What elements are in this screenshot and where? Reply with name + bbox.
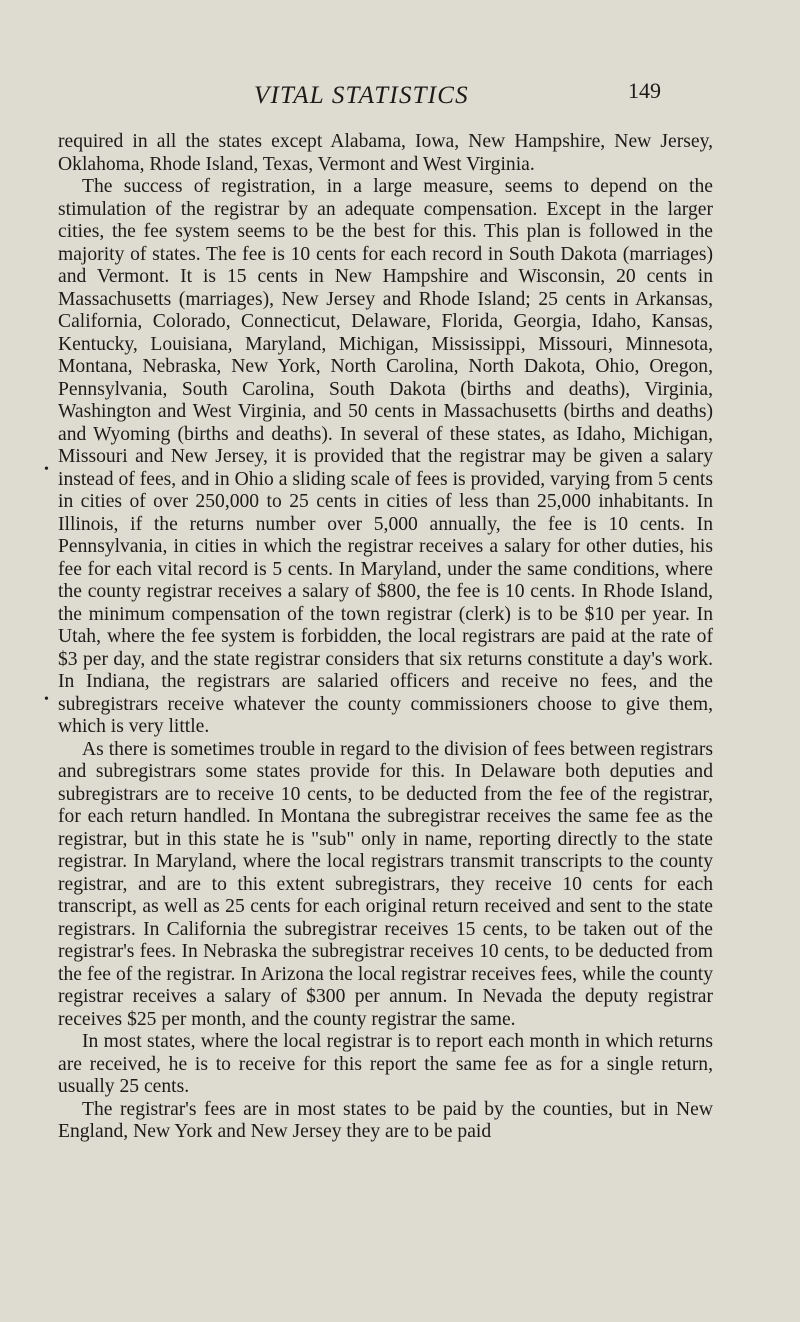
margin-dot-mark: •: [44, 462, 49, 477]
margin-dot-mark: •: [44, 692, 49, 707]
paragraph-monthly-report: In most states, where the local registrar is to report each month in which returns are received, he is to receive for this report the same fee as for a single return, usually 25 cents.: [58, 1031, 713, 1097]
paragraph-payment-source: The registrar's fees are in most states to be paid by the counties, but in New England, New York and New Jersey they are to be paid: [58, 1098, 713, 1142]
running-head-title: VITAL STATISTICS: [254, 82, 469, 109]
paragraph-continuation: required in all the states except Alabama, Iowa, New Hampshire, New Jersey, Oklahoma, Rhode Island, Texas, Vermont and West Virginia.: [58, 131, 713, 175]
paragraph-subregistrars: As there is sometimes trouble in regard to the division of fees between registrars and subregistrars some states provide for this. In Delaware both deputies and subregistrars are to receive 10 cents, to be deducted from the fee of the registrar, for each return handled. In Montana the subregistrar receives the same fee as the registrar, but in this state he is "sub" only in name, reporting directly to the state registrar. In Maryland, where the local registrars transmit transcripts to the county registrar, and are to this extent subregistrars, they receive 10 cents for each transcript, as well as 25 cents for each original return received and sent to the state registrars. In California the subregistrar receives 15 cents, to be taken out of the registrar's fees. In Nebraska the subregistrar receives 10 cents, to be deducted from the fee of the registrar. In Arizona the local registrar receives fees, while the county registrar receives a salary of $300 per annum. In Nevada the deputy registrar receives $25 per month, and the county registrar the same.: [58, 738, 713, 1030]
body-text: [58, 131, 713, 1144]
paragraph-fee-system: The success of registration, in a large measure, seems to depend on the stimulation of the registrar by an adequate compensation. Except in the larger cities, the fee system seems to be the best for this. This plan is followed in the majority of states. The fee is 10 cents for each record in South Dakota (marriages) and Vermont. It is 15 cents in New Hampshire and Wisconsin, 20 cents in Massachusetts (marriages), New Jersey and Rhode Island; 25 cents in Arkansas, California, Colorado, Connecticut, Delaware, Florida, Georgia, Idaho, Kansas, Kentucky, Louisiana, Maryland, Michigan, Mississippi, Missouri, Minnesota, Montana, Nebraska, New York, North Carolina, North Dakota, Ohio, Oregon, Pennsylvania, South Carolina, South Dakota (births and deaths), Virginia, Washington and West Virginia, and 50 cents in Massachusetts (births and deaths) and Wyoming (births and deaths). In several of these states, as Idaho, Michigan, Missouri and New Jersey, it is provided that the registrar may be given a salary instead of fees, and in Ohio a sliding scale of fees is provided, varying from 5 cents in cities of over 250,000 to 25 cents in cities of less than 25,000 inhabitants. In Illinois, if the returns number over 5,000 annually, the fee is 10 cents. In Pennsylvania, in cities in which the registrar receives a salary for other duties, his fee for each vital record is 5 cents. In Maryland, under the same conditions, where the county registrar receives a salary of $800, the fee is 10 cents. In Rhode Island, the minimum compensation of the town registrar (clerk) is to be $10 per year. In Utah, where the fee system is forbidden, the local registrars are paid at the rate of $3 per day, and the state registrar considers that six returns constitute a day's work. In Indiana, the registrars are salaried officers and receive no fees, and the subregistrars receive whatever the county commissioners choose to give them, which is very little.: [58, 176, 713, 737]
page-number: 149: [628, 78, 661, 103]
